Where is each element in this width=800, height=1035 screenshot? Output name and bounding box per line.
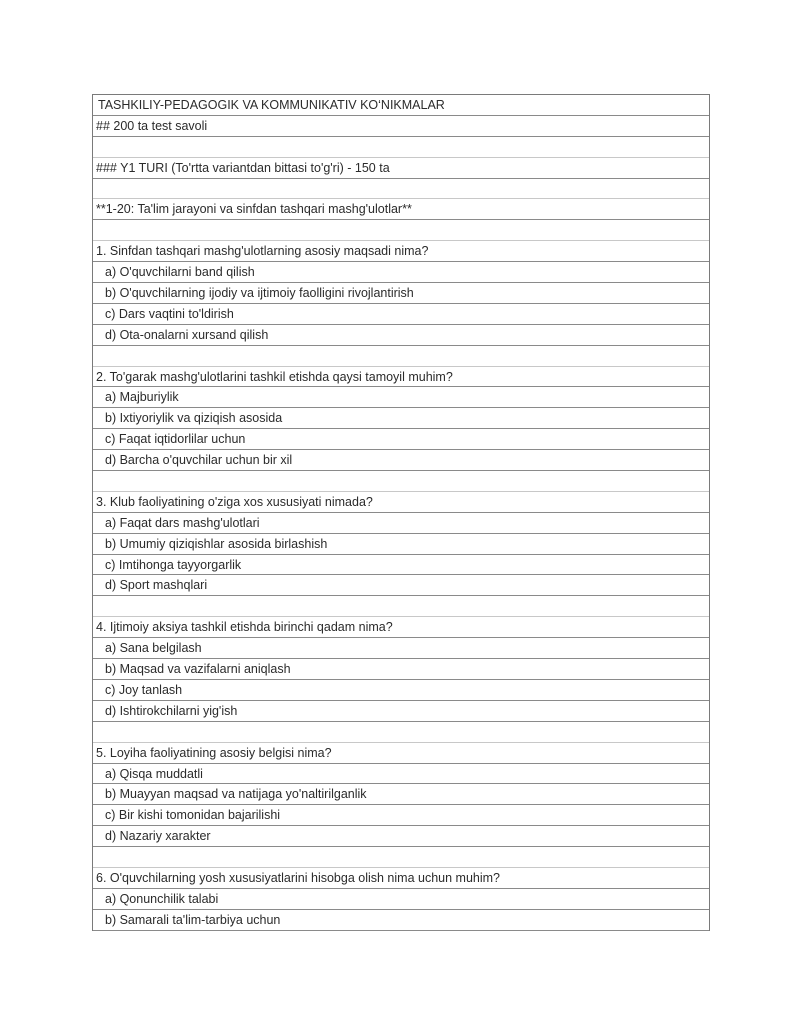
document-title: TASHKILIY-PEDAGOGIK VA KOMMUNIKATIV KO‘NIKMALAR	[93, 95, 709, 116]
answer-option-row: b) O'quvchilarning ijodiy va ijtimoiy faolligini rivojlantirish	[93, 283, 709, 304]
blank-row	[93, 179, 709, 200]
answer-option-row: a) Faqat dars mashg'ulotlari	[93, 513, 709, 534]
answer-option-row: b) Umumiy qiziqishlar asosida birlashish	[93, 534, 709, 555]
answer-option-row: d) Ishtirokchilarni yig'ish	[93, 701, 709, 722]
blank-row	[93, 847, 709, 868]
answer-option-row: d) Ota-onalarni xursand qilish	[93, 325, 709, 346]
blank-row	[93, 471, 709, 492]
answer-option-row: a) Qonunchilik talabi	[93, 889, 709, 910]
answer-option-row: b) Ixtiyoriylik va qiziqish asosida	[93, 408, 709, 429]
answer-option-row: a) Majburiylik	[93, 387, 709, 408]
question-row: 1. Sinfdan tashqari mashg'ulotlarning asosiy maqsadi nima?	[93, 241, 709, 262]
question-row: 6. O'quvchilarning yosh xususiyatlarini hisobga olish nima uchun muhim?	[93, 868, 709, 889]
blank-row	[93, 596, 709, 617]
answer-option-row: a) O'quvchilarni band qilish	[93, 262, 709, 283]
question-row: 3. Klub faoliyatining o'ziga xos xususiyati nimada?	[93, 492, 709, 513]
blank-row	[93, 137, 709, 158]
blank-row	[93, 220, 709, 241]
answer-option-row: d) Barcha o'quvchilar uchun bir xil	[93, 450, 709, 471]
answer-option-row: c) Joy tanlash	[93, 680, 709, 701]
answer-option-row: b) Maqsad va vazifalarni aniqlash	[93, 659, 709, 680]
question-row: 5. Loyiha faoliyatining asosiy belgisi nima?	[93, 743, 709, 764]
blank-row	[93, 346, 709, 367]
blank-row	[93, 722, 709, 743]
text-row: ### Y1 TURI (To'rtta variantdan bittasi to'g'ri) - 150 ta	[93, 158, 709, 179]
answer-option-row: c) Imtihonga tayyorgarlik	[93, 555, 709, 576]
answer-option-row: b) Muayyan maqsad va natijaga yo'naltirilganlik	[93, 784, 709, 805]
answer-option-row: b) Samarali ta'lim-tarbiya uchun	[93, 910, 709, 931]
answer-option-row: c) Bir kishi tomonidan bajarilishi	[93, 805, 709, 826]
question-row: 4. Ijtimoiy aksiya tashkil etishda birinchi qadam nima?	[93, 617, 709, 638]
answer-option-row: c) Dars vaqtini to'ldirish	[93, 304, 709, 325]
answer-option-row: d) Nazariy xarakter	[93, 826, 709, 847]
answer-option-row: a) Sana belgilash	[93, 638, 709, 659]
text-row: **1-20: Ta'lim jarayoni va sinfdan tashqari mashg'ulotlar**	[93, 199, 709, 220]
question-row: 2. To'garak mashg'ulotlarini tashkil etishda qaysi tamoyil muhim?	[93, 367, 709, 388]
answer-option-row: d) Sport mashqlari	[93, 575, 709, 596]
text-row: ## 200 ta test savoli	[93, 116, 709, 137]
answer-option-row: a) Qisqa muddatli	[93, 764, 709, 785]
document-table	[92, 94, 710, 931]
answer-option-row: c) Faqat iqtidorlilar uchun	[93, 429, 709, 450]
